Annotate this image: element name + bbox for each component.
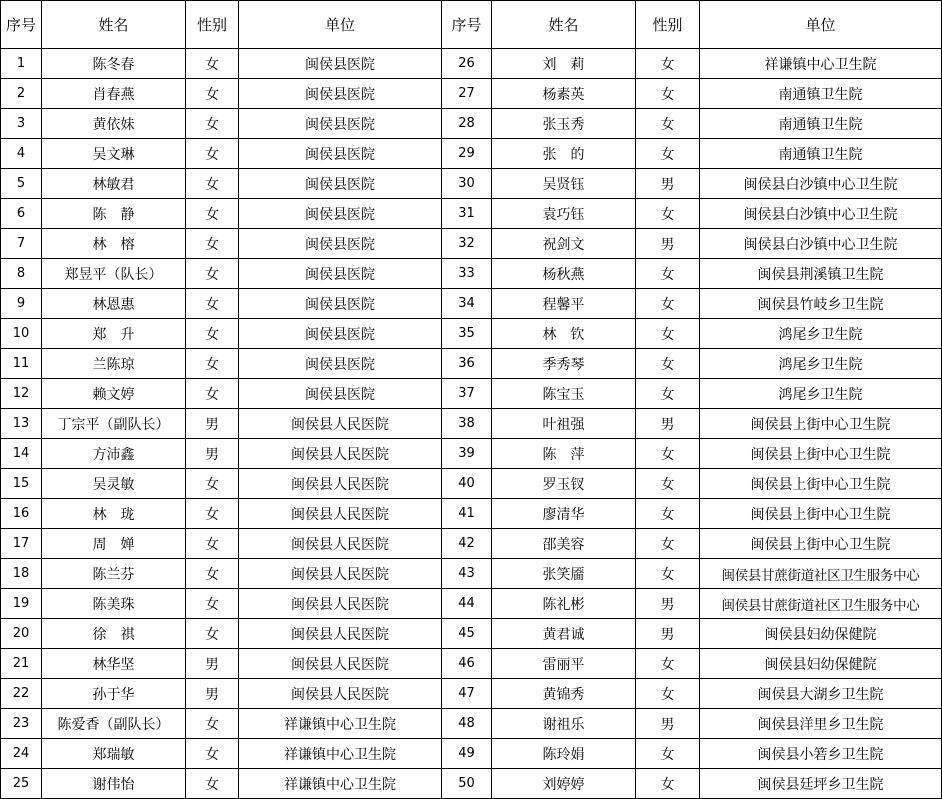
- left-name-cell: 孙于华: [42, 679, 186, 709]
- right-unit-cell: 闽侯县竹岐乡卫生院: [700, 289, 942, 319]
- left-name-cell: 郑 升: [42, 319, 186, 349]
- left-no-cell: 15: [1, 469, 42, 499]
- right-name-cell: 黄君诚: [492, 619, 636, 649]
- right-name-cell: 杨秋燕: [492, 259, 636, 289]
- left-no-cell: 19: [1, 589, 42, 619]
- right-gender-cell: 女: [636, 379, 700, 409]
- table-row: [1, 49, 942, 79]
- right-name-cell: 杨素英: [492, 79, 636, 109]
- right-gender-cell: 男: [636, 709, 700, 739]
- right-unit-cell: 南通镇卫生院: [700, 109, 942, 139]
- right-name-cell: 张玉秀: [492, 109, 636, 139]
- left-unit-cell: 闽侯县医院: [239, 289, 442, 319]
- right-name-cell: 张笑靥: [492, 559, 636, 589]
- right-gender-cell: 女: [636, 49, 700, 79]
- right-no-cell: 38: [442, 409, 492, 439]
- left-no-cell: 2: [1, 79, 42, 109]
- right-no-cell: 40: [442, 469, 492, 499]
- table-row: [1, 469, 942, 499]
- left-unit-cell: 闽侯县人民医院: [239, 469, 442, 499]
- left-no-cell: 5: [1, 169, 42, 199]
- right-no-cell: 39: [442, 439, 492, 469]
- left-gender-cell: 女: [186, 619, 239, 649]
- left-no-cell: 21: [1, 649, 42, 679]
- left-gender-cell: 女: [186, 49, 239, 79]
- right-gender-cell: 女: [636, 259, 700, 289]
- left-name-cell: 谢伟怡: [42, 769, 186, 799]
- header-no-left: 序号: [1, 1, 42, 49]
- left-unit-cell: 祥谦镇中心卫生院: [239, 739, 442, 769]
- left-unit-cell: 闽侯县人民医院: [239, 409, 442, 439]
- right-gender-cell: 女: [636, 559, 700, 589]
- right-unit-cell: 闽侯县上街中心卫生院: [700, 409, 942, 439]
- table-row: [1, 739, 942, 769]
- left-gender-cell: 女: [186, 469, 239, 499]
- right-gender-cell: 女: [636, 439, 700, 469]
- right-unit-cell: 闽侯县荆溪镇卫生院: [700, 259, 942, 289]
- table-row: [1, 79, 942, 109]
- left-gender-cell: 女: [186, 109, 239, 139]
- left-unit-cell: 祥谦镇中心卫生院: [239, 709, 442, 739]
- left-name-cell: 丁宗平（副队长）: [42, 409, 186, 439]
- left-name-cell: 郑瑞敏: [42, 739, 186, 769]
- left-name-cell: 赖文婷: [42, 379, 186, 409]
- left-unit-cell: 闽侯县医院: [239, 49, 442, 79]
- table-row: [1, 199, 942, 229]
- table-row: [1, 289, 942, 319]
- right-unit-cell: 闽侯县大湖乡卫生院: [700, 679, 942, 709]
- table-row: [1, 499, 942, 529]
- right-no-cell: 32: [442, 229, 492, 259]
- left-name-cell: 黄依妹: [42, 109, 186, 139]
- right-no-cell: 36: [442, 349, 492, 379]
- right-unit-cell: 祥谦镇中心卫生院: [700, 49, 942, 79]
- table-body: [1, 49, 942, 799]
- right-no-cell: 50: [442, 769, 492, 799]
- left-no-cell: 8: [1, 259, 42, 289]
- right-no-cell: 48: [442, 709, 492, 739]
- left-no-cell: 6: [1, 199, 42, 229]
- left-name-cell: 兰陈琼: [42, 349, 186, 379]
- table-row: [1, 649, 942, 679]
- table-header: [1, 1, 942, 49]
- left-unit-cell: 闽侯县人民医院: [239, 499, 442, 529]
- right-unit-cell: 闽侯县上街中心卫生院: [700, 529, 942, 559]
- right-gender-cell: 女: [636, 79, 700, 109]
- left-unit-cell: 闽侯县医院: [239, 229, 442, 259]
- right-unit-cell: 鸿尾乡卫生院: [700, 349, 942, 379]
- right-no-cell: 28: [442, 109, 492, 139]
- left-unit-cell: 闽侯县人民医院: [239, 559, 442, 589]
- right-gender-cell: 女: [636, 199, 700, 229]
- header-unit-right: 单位: [700, 1, 942, 49]
- right-no-cell: 47: [442, 679, 492, 709]
- right-unit-cell: 南通镇卫生院: [700, 79, 942, 109]
- left-unit-cell: 闽侯县医院: [239, 199, 442, 229]
- right-gender-cell: 女: [636, 769, 700, 799]
- right-gender-cell: 女: [636, 739, 700, 769]
- right-gender-cell: 女: [636, 469, 700, 499]
- left-no-cell: 24: [1, 739, 42, 769]
- table-row: [1, 229, 942, 259]
- right-unit-cell: 闽侯县小箬乡卫生院: [700, 739, 942, 769]
- left-gender-cell: 女: [186, 709, 239, 739]
- left-unit-cell: 闽侯县医院: [239, 349, 442, 379]
- right-unit-cell: 闽侯县廷坪乡卫生院: [700, 769, 942, 799]
- left-no-cell: 12: [1, 379, 42, 409]
- table-row: [1, 439, 942, 469]
- right-gender-cell: 男: [636, 229, 700, 259]
- right-no-cell: 29: [442, 139, 492, 169]
- right-name-cell: 叶祖强: [492, 409, 636, 439]
- left-name-cell: 陈爱香（副队长）: [42, 709, 186, 739]
- left-name-cell: 林恩惠: [42, 289, 186, 319]
- table-row: [1, 259, 942, 289]
- right-gender-cell: 女: [636, 319, 700, 349]
- table-row: [1, 349, 942, 379]
- left-name-cell: 陈美珠: [42, 589, 186, 619]
- table-row: [1, 709, 942, 739]
- right-name-cell: 陈玲娟: [492, 739, 636, 769]
- left-unit-cell: 闽侯县医院: [239, 139, 442, 169]
- right-name-cell: 罗玉钗: [492, 469, 636, 499]
- right-no-cell: 37: [442, 379, 492, 409]
- left-gender-cell: 女: [186, 139, 239, 169]
- left-gender-cell: 男: [186, 439, 239, 469]
- right-name-cell: 吴贤钰: [492, 169, 636, 199]
- right-unit-cell: 闽侯县白沙镇中心卫生院: [700, 229, 942, 259]
- right-name-cell: 张 的: [492, 139, 636, 169]
- right-no-cell: 46: [442, 649, 492, 679]
- left-name-cell: 吴文琳: [42, 139, 186, 169]
- right-gender-cell: 女: [636, 289, 700, 319]
- left-gender-cell: 男: [186, 649, 239, 679]
- right-name-cell: 雷丽平: [492, 649, 636, 679]
- right-gender-cell: 女: [636, 139, 700, 169]
- header-name-right: 姓名: [492, 1, 636, 49]
- right-unit-cell: 闽侯县上街中心卫生院: [700, 499, 942, 529]
- left-no-cell: 11: [1, 349, 42, 379]
- table-row: [1, 379, 942, 409]
- right-unit-cell: 闽侯县洋里乡卫生院: [700, 709, 942, 739]
- left-name-cell: 肖春燕: [42, 79, 186, 109]
- table-row: [1, 139, 942, 169]
- left-gender-cell: 女: [186, 199, 239, 229]
- left-no-cell: 17: [1, 529, 42, 559]
- left-no-cell: 9: [1, 289, 42, 319]
- left-unit-cell: 闽侯县医院: [239, 319, 442, 349]
- right-name-cell: 林 钦: [492, 319, 636, 349]
- table-row: [1, 769, 942, 799]
- left-unit-cell: 祥谦镇中心卫生院: [239, 769, 442, 799]
- left-name-cell: 陈 静: [42, 199, 186, 229]
- right-no-cell: 35: [442, 319, 492, 349]
- left-no-cell: 20: [1, 619, 42, 649]
- right-name-cell: 陈宝玉: [492, 379, 636, 409]
- header-no-right: 序号: [442, 1, 492, 49]
- left-unit-cell: 闽侯县人民医院: [239, 619, 442, 649]
- left-no-cell: 4: [1, 139, 42, 169]
- header-gender-left: 性别: [186, 1, 239, 49]
- left-unit-cell: 闽侯县医院: [239, 109, 442, 139]
- right-name-cell: 刘 莉: [492, 49, 636, 79]
- table-row: [1, 319, 942, 349]
- left-no-cell: 22: [1, 679, 42, 709]
- left-gender-cell: 女: [186, 529, 239, 559]
- right-no-cell: 33: [442, 259, 492, 289]
- left-name-cell: 林 榕: [42, 229, 186, 259]
- left-unit-cell: 闽侯县医院: [239, 259, 442, 289]
- left-no-cell: 3: [1, 109, 42, 139]
- left-gender-cell: 女: [186, 79, 239, 109]
- right-gender-cell: 女: [636, 649, 700, 679]
- right-no-cell: 30: [442, 169, 492, 199]
- table-row: [1, 529, 942, 559]
- left-unit-cell: 闽侯县医院: [239, 379, 442, 409]
- left-name-cell: 吴灵敏: [42, 469, 186, 499]
- left-no-cell: 7: [1, 229, 42, 259]
- right-unit-cell: 闽侯县白沙镇中心卫生院: [700, 199, 942, 229]
- left-gender-cell: 女: [186, 169, 239, 199]
- left-unit-cell: 闽侯县人民医院: [239, 439, 442, 469]
- left-gender-cell: 女: [186, 229, 239, 259]
- right-name-cell: 谢祖乐: [492, 709, 636, 739]
- right-no-cell: 49: [442, 739, 492, 769]
- table-row: [1, 169, 942, 199]
- left-no-cell: 23: [1, 709, 42, 739]
- right-name-cell: 季秀琴: [492, 349, 636, 379]
- right-no-cell: 34: [442, 289, 492, 319]
- right-name-cell: 祝剑文: [492, 229, 636, 259]
- left-unit-cell: 闽侯县医院: [239, 79, 442, 109]
- right-no-cell: 41: [442, 499, 492, 529]
- right-unit-cell: 鸿尾乡卫生院: [700, 319, 942, 349]
- header-unit-left: 单位: [239, 1, 442, 49]
- right-unit-cell: 南通镇卫生院: [700, 139, 942, 169]
- left-name-cell: 陈兰芬: [42, 559, 186, 589]
- table-row: [1, 559, 942, 589]
- left-gender-cell: 女: [186, 589, 239, 619]
- table-row: [1, 619, 942, 649]
- left-gender-cell: 女: [186, 319, 239, 349]
- right-name-cell: 陈礼彬: [492, 589, 636, 619]
- left-name-cell: 陈冬春: [42, 49, 186, 79]
- left-no-cell: 14: [1, 439, 42, 469]
- left-gender-cell: 女: [186, 259, 239, 289]
- right-gender-cell: 女: [636, 499, 700, 529]
- left-no-cell: 18: [1, 559, 42, 589]
- left-gender-cell: 女: [186, 379, 239, 409]
- left-name-cell: 方沛鑫: [42, 439, 186, 469]
- left-no-cell: 10: [1, 319, 42, 349]
- header-gender-right: 性别: [636, 1, 700, 49]
- table-row: [1, 409, 942, 439]
- table-row: [1, 109, 942, 139]
- right-unit-cell: 闽侯县妇幼保健院: [700, 619, 942, 649]
- left-gender-cell: 女: [186, 559, 239, 589]
- right-unit-cell: 闽侯县上街中心卫生院: [700, 439, 942, 469]
- right-name-cell: 袁巧钰: [492, 199, 636, 229]
- right-unit-cell: 闽侯县上街中心卫生院: [700, 469, 942, 499]
- left-gender-cell: 女: [186, 349, 239, 379]
- right-name-cell: 邵美容: [492, 529, 636, 559]
- left-unit-cell: 闽侯县人民医院: [239, 589, 442, 619]
- left-unit-cell: 闽侯县人民医院: [239, 679, 442, 709]
- left-name-cell: 周 婵: [42, 529, 186, 559]
- left-name-cell: 林 珑: [42, 499, 186, 529]
- right-name-cell: 陈 萍: [492, 439, 636, 469]
- right-gender-cell: 女: [636, 529, 700, 559]
- right-unit-cell: 闽侯县甘蔗街道社区卫生服务中心: [700, 589, 942, 619]
- right-unit-cell: 闽侯县白沙镇中心卫生院: [700, 169, 942, 199]
- header-name-left: 姓名: [42, 1, 186, 49]
- right-gender-cell: 男: [636, 619, 700, 649]
- right-no-cell: 27: [442, 79, 492, 109]
- header-row: [1, 1, 942, 49]
- left-no-cell: 1: [1, 49, 42, 79]
- left-name-cell: 郑昱平（队长）: [42, 259, 186, 289]
- left-no-cell: 13: [1, 409, 42, 439]
- right-gender-cell: 男: [636, 409, 700, 439]
- right-unit-cell: 闽侯县妇幼保健院: [700, 649, 942, 679]
- left-gender-cell: 男: [186, 679, 239, 709]
- left-gender-cell: 女: [186, 739, 239, 769]
- left-unit-cell: 闽侯县人民医院: [239, 649, 442, 679]
- left-gender-cell: 男: [186, 409, 239, 439]
- left-name-cell: 徐 祺: [42, 619, 186, 649]
- right-no-cell: 43: [442, 559, 492, 589]
- left-gender-cell: 女: [186, 289, 239, 319]
- right-name-cell: 黄锦秀: [492, 679, 636, 709]
- right-name-cell: 刘婷婷: [492, 769, 636, 799]
- right-gender-cell: 女: [636, 349, 700, 379]
- left-gender-cell: 女: [186, 499, 239, 529]
- left-unit-cell: 闽侯县医院: [239, 169, 442, 199]
- right-no-cell: 44: [442, 589, 492, 619]
- right-name-cell: 廖清华: [492, 499, 636, 529]
- right-unit-cell: 鸿尾乡卫生院: [700, 379, 942, 409]
- right-no-cell: 31: [442, 199, 492, 229]
- left-name-cell: 林华坚: [42, 649, 186, 679]
- left-name-cell: 林敏君: [42, 169, 186, 199]
- right-name-cell: 程馨平: [492, 289, 636, 319]
- right-unit-cell: 闽侯县甘蔗街道社区卫生服务中心: [700, 559, 942, 589]
- right-no-cell: 42: [442, 529, 492, 559]
- table-row: [1, 679, 942, 709]
- right-no-cell: 45: [442, 619, 492, 649]
- left-no-cell: 25: [1, 769, 42, 799]
- left-no-cell: 16: [1, 499, 42, 529]
- right-gender-cell: 女: [636, 679, 700, 709]
- table-row: [1, 589, 942, 619]
- right-no-cell: 26: [442, 49, 492, 79]
- left-gender-cell: 女: [186, 769, 239, 799]
- right-gender-cell: 男: [636, 589, 700, 619]
- right-gender-cell: 女: [636, 109, 700, 139]
- right-gender-cell: 男: [636, 169, 700, 199]
- left-unit-cell: 闽侯县人民医院: [239, 529, 442, 559]
